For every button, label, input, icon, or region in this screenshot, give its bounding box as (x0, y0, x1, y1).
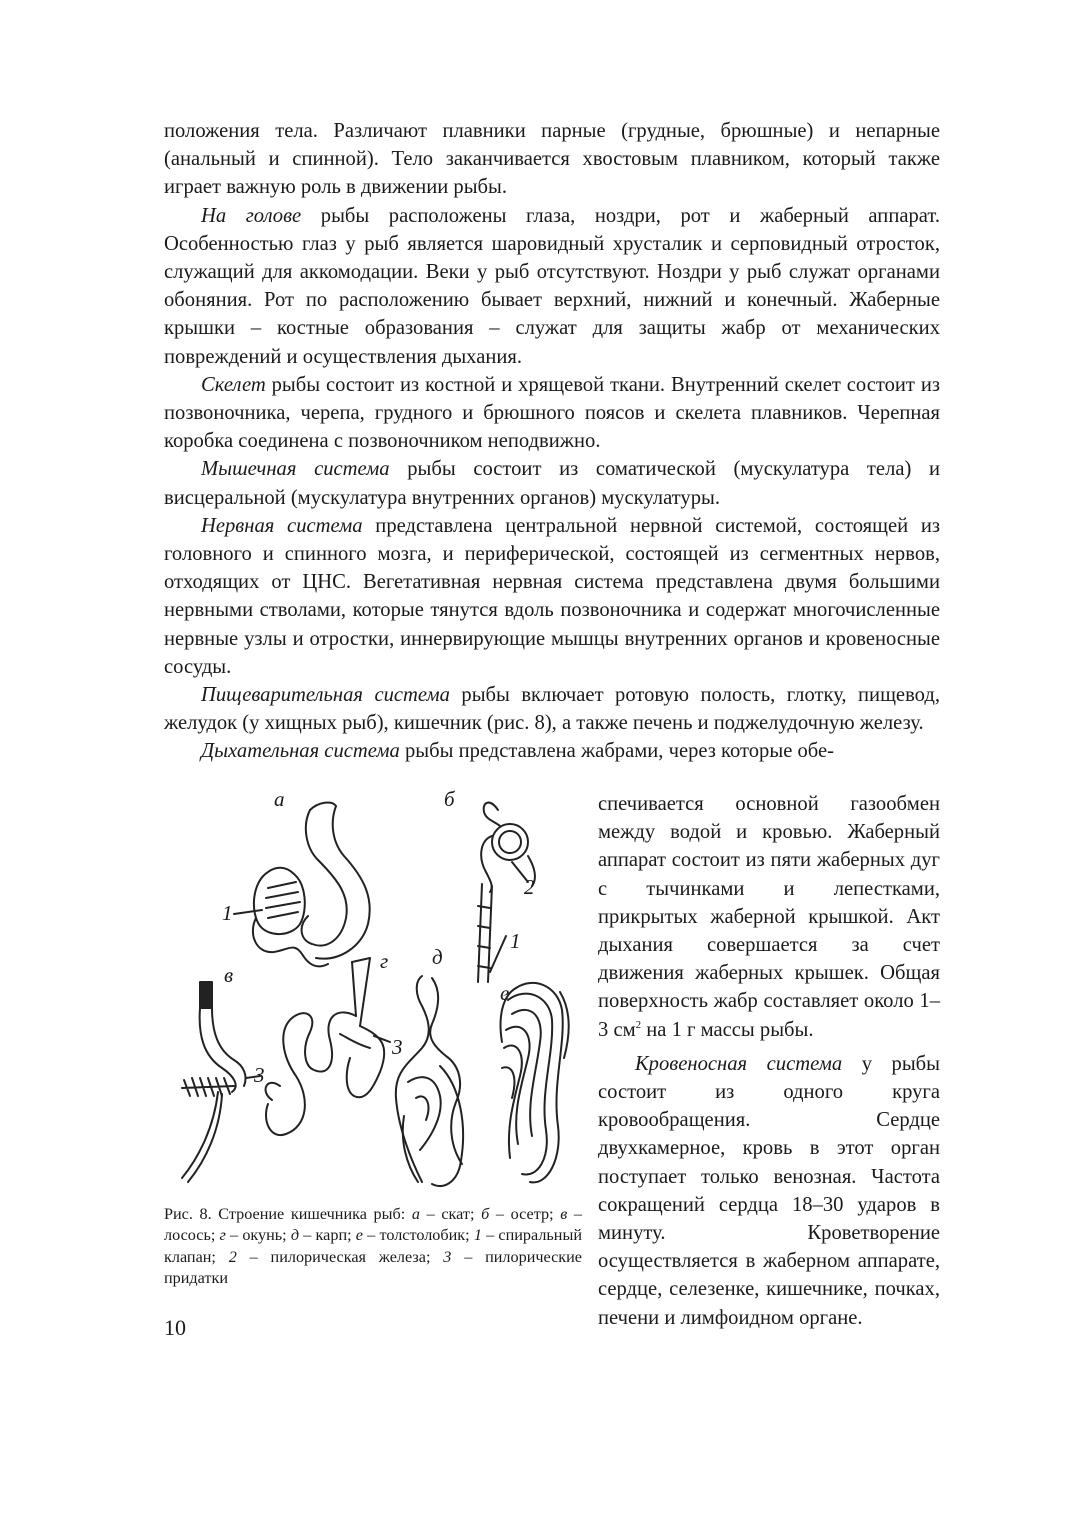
intestine-silver-carp-drawing (501, 983, 569, 1182)
paragraph-nervous (164, 512, 940, 681)
paragraph-respiratory-continued (598, 790, 940, 1044)
intestine-skate-drawing (234, 803, 370, 967)
respiratory-continued-text: спечивается основной газообмен между водой и кровью. Жаберный аппарат состоит из пяти жаберных дуг с тычинками и лепестками, прикрытых жаберной крышкой. Акт дыхания совершается за счет движения жаберных крышек. Общая поверхность жабр составляет около 1–3 см (598, 793, 940, 1041)
right-column-text (598, 790, 940, 1332)
figure-label-e: е (500, 981, 510, 1005)
paragraph-digestive (164, 681, 940, 737)
paragraph-muscular-text: рыбы состоит из соматической (мускулатура тела) и висцеральной (мускулатура внутренних органов) мускулатуры. (164, 458, 940, 509)
term-muscular: Мышечная система (201, 458, 390, 481)
figure-number-1-b: 1 (510, 929, 521, 953)
figure-caption: Рис. 8. Строение кишечника рыб: а – скат; б – осетр; в – лосось; г – окунь; д – карп; е – толстолобик; 1 – спиральный клапан; 2 – пилорическая железа; 3 – пилорические придатки (164, 1205, 582, 1288)
figure-label-v: в (224, 963, 234, 987)
paragraph-muscular (164, 455, 940, 511)
term-head: На голове (201, 204, 302, 227)
paragraph-head-text: рыбы расположены глаза, ноздри, рот и жаберный аппарат. Особенностью глаз у рыб является шаровидный хрусталик и серповидный отросток, служащий для аккомодации. Веки у рыб отсутствуют. Ноздри у рыб служат органами обоняния. Рот по расположению бывает верхний, нижний и конечный. Жаберные крышки – костные образования – служат для защиты жабр от механических повреждений и осуществления дыхания. (164, 204, 940, 368)
paragraph-skeleton (164, 371, 940, 456)
intestine-carp-drawing (396, 976, 463, 1186)
term-respiratory: Дыхательная система (201, 740, 400, 763)
figure-number-3-g: 3 (392, 1035, 403, 1059)
paragraph-head (164, 202, 940, 371)
term-circulatory: Кровеносная система (635, 1052, 843, 1075)
respiratory-continued-tail: на 1 г массы рыбы. (641, 1018, 814, 1041)
term-nervous: Нервная система (201, 514, 363, 537)
paragraph-fins (164, 117, 940, 202)
figure-label-d: д (432, 945, 443, 969)
intestine-perch-drawing (266, 958, 390, 1135)
paragraph-circulatory-text: у рыбы состоит из одного круга кровообращения. Сердце двухкамерное, кровь в этот орган поступает только венозная. Частота сокращений сердца 18–30 ударов в минуту. Кроветворение осуществляется в жаберном аппарате, сердце, селезенке, кишечнике, почках, печени и лимфоидном органе. (598, 1052, 940, 1329)
page-number: 10 (164, 1315, 186, 1340)
figure-number-3-v: 3 (254, 1063, 265, 1087)
intestine-illustration (160, 786, 580, 1196)
paragraph-fins-text: положения тела. Различают плавники парные (грудные, брюшные) и непарные (анальный и спинной). Тело заканчивается хвостовым плавником, который также играет важную роль в движении рыбы. (164, 120, 940, 199)
figure-number-1-a: 1 (222, 901, 233, 925)
paragraph-circulatory (598, 1050, 940, 1332)
figure-label-b: б (444, 787, 455, 811)
term-digestive: Пищеварительная система (201, 684, 450, 707)
paragraph-nervous-text: представлена центральной нервной системой, состоящей из головного и спинного мозга, и периферической, состоящей из сегментных нервов, отходящих от ЦНС. Вегетативная нервная система представлена двумя большими нервными стволами, которые тянутся вдоль позвоночника и содержат многочисленные нервные узлы и отростки, иннервирующие мышцы внутренних органов и кровеносные сосуды. (164, 514, 940, 678)
paragraph-digestive-text: рыбы включает ротовую полость, глотку, пищевод, желудок (у хищных рыб), кишечник (рис. 8), а также печень и поджелудочную железу. (164, 684, 940, 735)
superscript-2: 2 (635, 1018, 642, 1031)
paragraph-respiratory (164, 737, 940, 765)
intestine-salmon-drawing (182, 982, 260, 1182)
figure-label-g: г (380, 949, 389, 973)
paragraph-respiratory-text: рыбы представлена жабрами, через которые обе- (399, 740, 834, 763)
term-skeleton: Скелет (201, 373, 266, 396)
paragraph-skeleton-text: рыбы состоит из костной и хрящевой ткани. Внутренний скелет состоит из позвоночника, черепа, грудного и брюшного поясов и скелета плавников. Черепная коробка соединена с позвоночником неподвижно. (164, 373, 940, 453)
figure-number-2: 2 (524, 875, 535, 899)
main-text (164, 117, 940, 766)
figure-label-a: а (274, 787, 285, 811)
figure-8 (160, 786, 580, 1196)
